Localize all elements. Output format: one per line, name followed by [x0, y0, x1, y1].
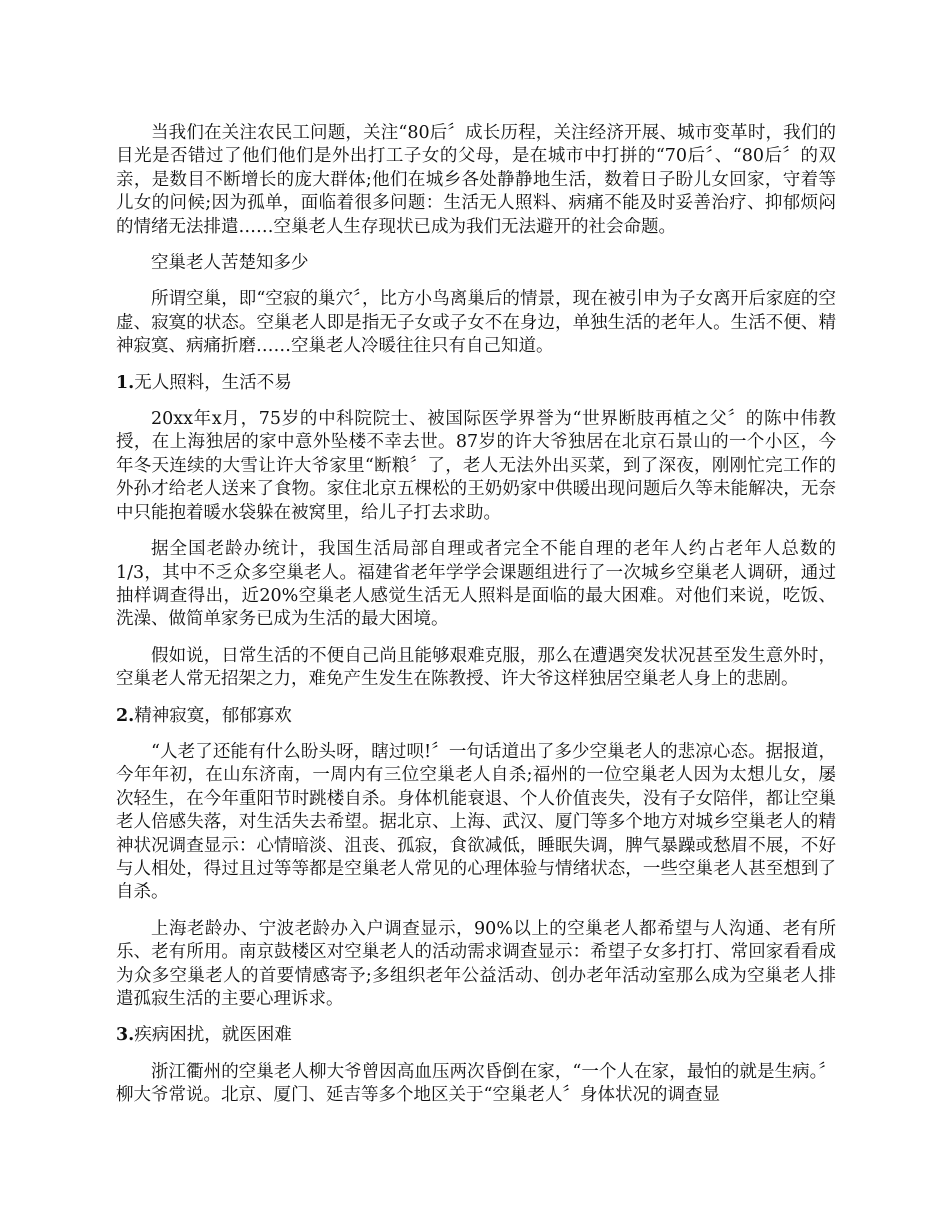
heading-text: 精神寂寞，郁郁寡欢 — [134, 705, 292, 726]
heading-text: 疾病困扰，就医困难 — [134, 1025, 292, 1046]
paragraph: 所谓空巢，即“空寂的巢穴〞，比方小鸟离巢后的情景，现在被引申为子女离开后家庭的空虚、寂寞的状态。空巢老人即是指无子女或子女不在身边，单独生活的老年人。生活不便、精神寂寞、病痛折磨……空巢老人冷暖往往只有自己知道。 — [116, 289, 836, 357]
paragraph: 20xx年x月，75岁的中科院院士、被国际医学界誉为“世界断肢再植之父〞的陈中伟教授，在上海独居的家中意外坠楼不幸去世。87岁的许大爷独居在北京石景山的一个小区，今年冬天连续的大雪让许大爷家里“断粮〞了，老人无法外出买菜，到了深夜，刚刚忙完工作的外孙才给老人送来了食物。家住北京五棵松的王奶奶家中供暖出现问题后久等未能解决，无奈中只能抱着暖水袋躲在被窝里，给儿子打去求助。 — [116, 409, 836, 523]
paragraph: 当我们在关注农民工问题，关注“80后〞成长历程，关注经济开展、城市变革时，我们的目光是否错过了他们他们是外出打工子女的父母，是在城市中打拼的“70后〞、“80后〞的双亲，是数目不断增长的庞大群体;他们在城乡各处静静地生活，数着日子盼儿女回家，守着等儿女的问候;因为孤单，面临着很多问题：生活无人照料、病痛不能及时妥善治疗、抑郁烦闷的情绪无法排遣……空巢老人生存现状已成为我们无法避开的社会命题。 — [116, 123, 836, 237]
heading-number: 2. — [116, 705, 135, 726]
paragraph: 假如说，日常生活的不便自己尚且能够艰难克服，那么在遭遇突发状况甚至发生意外时，空巢老人常无招架之力，难免产生发生在陈教授、许大爷这样独居空巢老人身上的悲剧。 — [116, 645, 836, 690]
section-heading — [116, 1024, 836, 1047]
section-heading — [116, 705, 836, 728]
section-heading — [116, 372, 836, 395]
heading-text: 无人照料，生活不易 — [134, 372, 292, 393]
paragraph: 浙江衢州的空巢老人柳大爷曾因高血压两次昏倒在家，“一个人在家，最怕的就是生病。〞柳大爷常说。北京、厦门、延吉等多个地区关于“空巢老人〞身体状况的调查显 — [116, 1061, 836, 1106]
document-body — [116, 122, 836, 1121]
paragraph: “人老了还能有什么盼头呀，瞎过呗!〞一句话道出了多少空巢老人的悲凉心态。据报道，今年年初，在山东济南，一周内有三位空巢老人自杀;福州的一位空巢老人因为太想儿女，屡次轻生，在今年重阳节时跳楼自杀。身体机能衰退、个人价值丧失，没有子女陪伴，都让空巢老人倍感失落，对生活失去希望。据北京、上海、武汉、厦门等多个地方对城乡空巢老人的精神状况调查显示：心情暗淡、沮丧、孤寂，食欲减低，睡眠失调，脾气暴躁或愁眉不展，不好与人相处，得过且过等等都是空巢老人常见的心理体验与情绪状态，一些空巢老人甚至想到了自杀。 — [116, 741, 836, 903]
heading-number: 3. — [116, 1025, 135, 1046]
section-title: 空巢老人苦楚知多少 — [151, 253, 309, 274]
paragraph: 上海老龄办、宁波老龄办入户调查显示，90%以上的空巢老人都希望与人沟通、老有所乐、老有所用。南京鼓楼区对空巢老人的活动需求调查显示：希望子女多打打、常回家看看成为众多空巢老人的首要情感寄予;多组织老年公益活动、创办老年活动室那么成为空巢老人排遣孤寂生活的主要心理诉求。 — [116, 918, 836, 1009]
paragraph: 据全国老龄办统计，我国生活局部自理或者完全不能自理的老年人约占老年人总数的1/3，其中不乏众多空巢老人。福建省老年学学会课题组进行了一次城乡空巢老人调研，通过抽样调查得出，近20%空巢老人感觉生活无人照料是面临的最大困难。对他们来说，吃饭、洗澡、做简单家务已成为生活的最大困境。 — [116, 539, 836, 630]
heading-number: 1. — [116, 372, 135, 393]
